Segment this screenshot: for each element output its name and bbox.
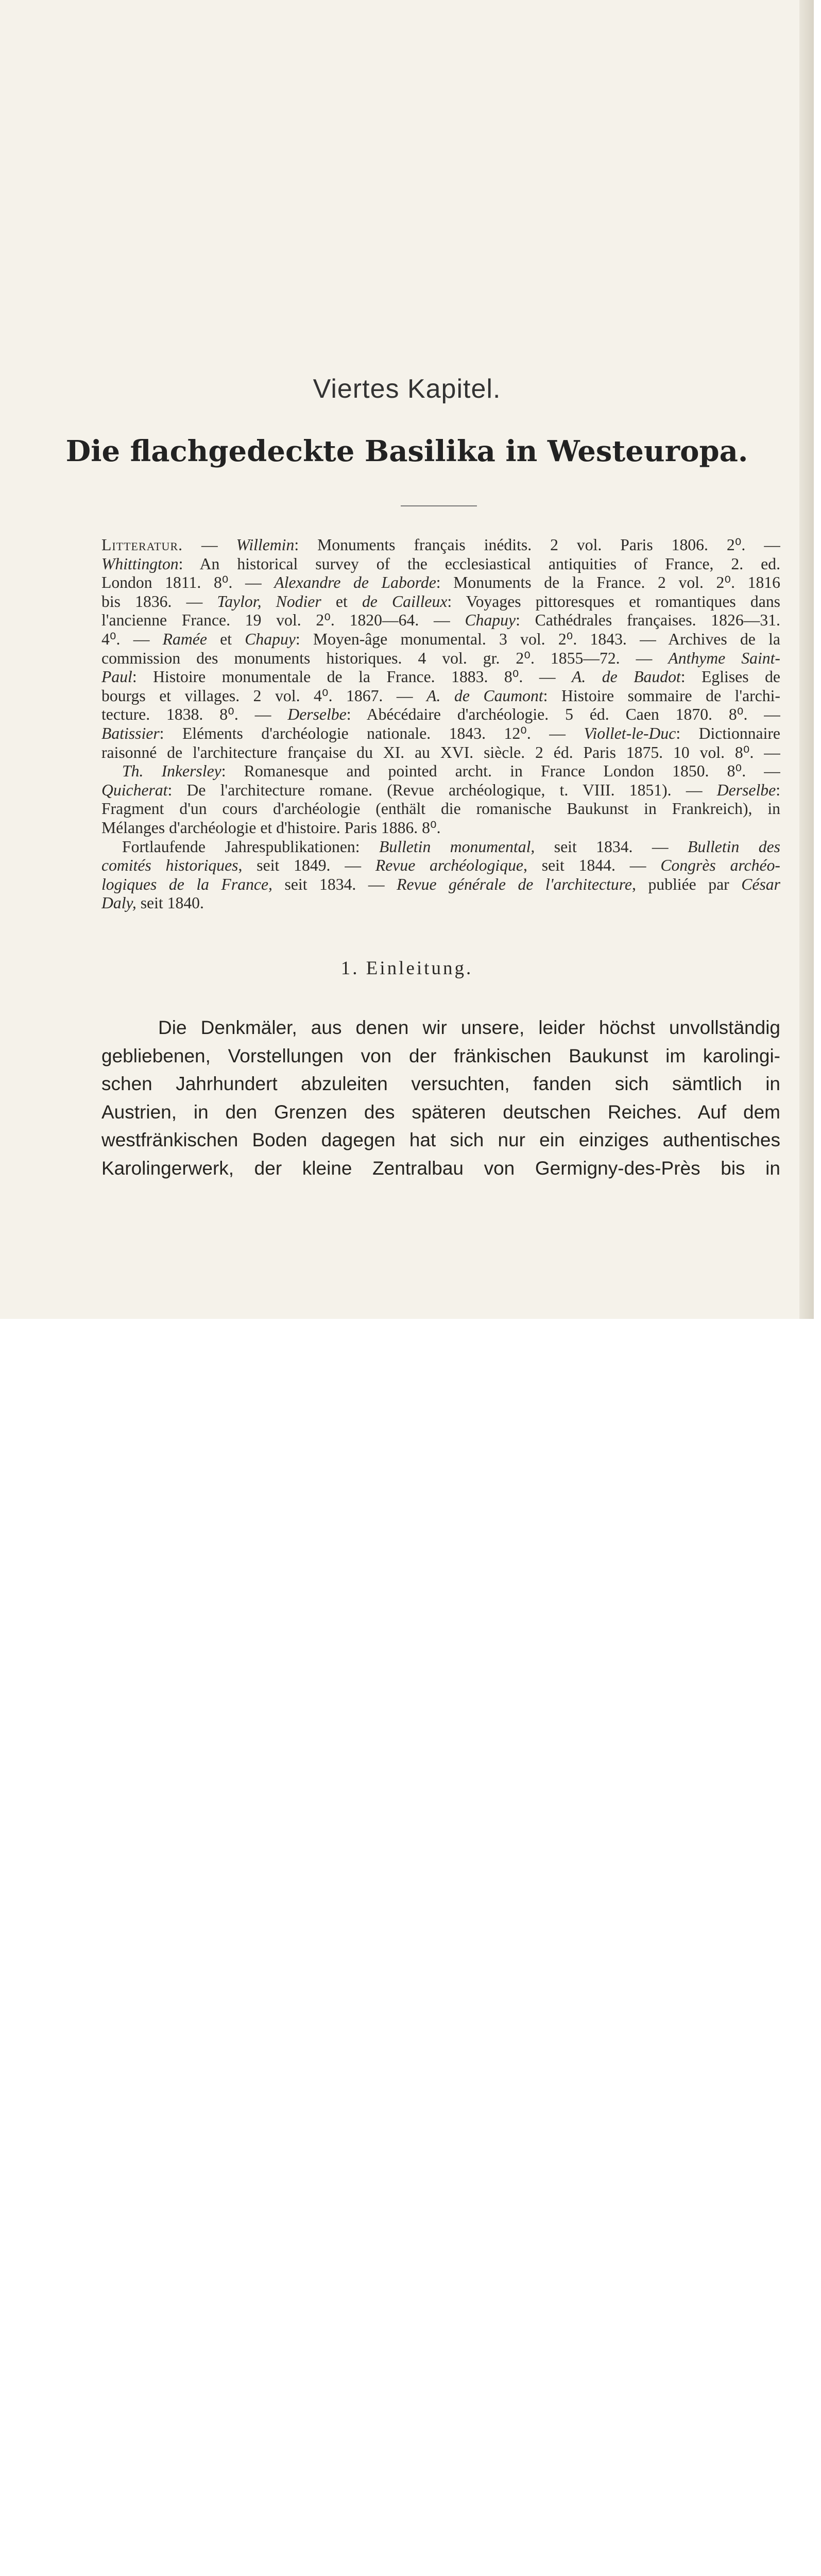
literature-line [101,781,780,800]
reference-text: : Romanesque and pointed archt. in France London 1850. 8⁰. — [221,762,780,781]
author-name: Anthyme Saint- [668,649,780,667]
reference-text: : An historical survey of the ecclesiastical antiquities of France, 2. ed. [178,554,780,573]
reference-text: raisonné de l'architecture française du XI. au XVI. siècle. 2 éd. Paris 1875. 10 vol. 8⁰. — [101,743,780,761]
author-name: Revue générale de l'architecture [397,875,632,893]
author-name: Th. Inkersley [122,762,221,781]
literature-line [101,573,780,592]
reference-text: — [183,536,236,554]
reference-text: seit 1834. — [535,837,688,856]
reference-text: et [207,630,245,648]
reference-text: : [776,781,780,799]
reference-text: : De l'architecture romane. (Revue archéologique, t. VIII. 1851). — [167,781,717,799]
reference-text: : Dictionnaire [676,724,780,742]
reference-text: : Abécédaire d'archéologie. 5 éd. Caen 1870. 8⁰. — [346,705,780,724]
reference-text: : Voyages pittoresques et romantiques dans [447,592,780,611]
author-name: Ramée [162,630,207,648]
author-name: Derselbe [287,705,347,724]
literature-line [101,687,780,706]
reference-text: bourgs et villages. 2 vol. 4⁰. 1867. — [101,686,427,705]
author-name: Paul [101,668,132,686]
author-name: Daly, [101,894,136,912]
body-line: Karolingerwerk, der kleine Zentralbau von Germigny-des-Près bis in [101,1157,780,1179]
reference-text: tecture. 1838. 8⁰. — [101,705,288,724]
author-name: Bulletin des [688,837,780,856]
reference-text: : Histoire sommaire de l'archi- [543,686,780,705]
body-line: westfränkischen Boden dagegen hat sich nur ein einziges authentisches [101,1129,780,1150]
author-name: Alexandre de Laborde [274,573,436,592]
section-heading: 1. Einleitung. [340,958,473,979]
literature-line [101,649,780,668]
chapter-label: Viertes Kapitel. [313,374,501,404]
reference-text: bis 1836. — [101,592,217,611]
body-paragraph [101,1014,780,1182]
title-divider [401,505,477,506]
literature-line [101,875,780,894]
author-name: A. de Baudot [572,668,681,686]
page-spine-shadow [799,0,814,1319]
literature-line [101,668,780,687]
reference-text: , seit 1844. — [523,856,661,875]
author-name: César [741,875,780,893]
author-name: Taylor, Nodier [217,592,321,611]
reference-text: , seit 1849. — [238,856,375,875]
reference-text: , publiée par [632,875,742,893]
reference-text: et [321,592,362,611]
author-name: Chapuy [465,611,516,630]
body-line: gebliebenen, Vorstellungen von der fränkischen Baukunst im karolingi- [101,1045,780,1066]
literature-line [101,611,780,630]
author-name: logiques de la France, [101,875,272,893]
literature-line [101,724,780,743]
literature-line [101,705,780,724]
viewer-footer [0,1319,821,1382]
reference-text: seit 1840. [136,894,204,912]
author-name: Derselbe [716,781,776,799]
reference-text: Fragment d'un cours d'archéologie (enthält die romanische Baukunst in Frankreich), in [101,800,780,818]
author-name: Congrès archéo- [660,856,780,875]
author-name: Quicherat [101,781,168,799]
literature-label: Litteratur. [101,536,183,554]
literature-line [101,592,780,612]
author-name: de Cailleux [362,592,448,611]
reference-text: l'ancienne France. 19 vol. 2⁰. 1820—64. — [101,611,465,630]
author-name: Willemin [236,536,295,554]
author-name: Batissier [101,724,160,742]
literature-line [101,894,780,913]
literature-line [101,536,780,555]
author-name: Bulletin monumental, [379,837,535,856]
reference-text: : Monuments de la France. 2 vol. 2⁰. 1816 [436,573,780,592]
author-name: Viollet-le-Duc [584,724,676,742]
literature-line [101,800,780,819]
literature-line [101,856,780,875]
author-name: Revue archéologique [375,856,523,875]
reference-text: : Histoire monumentale de la France. 1883. 8⁰. — [132,668,572,686]
reference-text: commission des monuments historiques. 4 vol. gr. 2⁰. 1855—72. — [101,649,669,667]
reference-text: : Cathédrales françaises. 1826—31. [516,611,780,630]
reference-text: : Moyen-âge monumental. 3 vol. 2⁰. 1843. — Archives de la [295,630,780,648]
literature-line [101,630,780,649]
reference-text: : Monuments français inédits. 2 vol. Paris 1806. 2⁰. — [294,536,780,554]
reference-text: : Eglises de [680,668,780,686]
reference-text: Fortlaufende Jahrespublikationen: [122,837,379,856]
literature-line [101,819,780,838]
author-name: Chapuy [245,630,296,648]
literature-line [101,555,780,574]
reference-text: seit 1834. — [272,875,397,893]
reference-text: : Eléments d'archéologie nationale. 1843. 12⁰. — [159,724,584,742]
literature-line [101,838,780,857]
body-line: Die Denkmäler, aus denen wir unsere, leider höchst unvollständig [158,1017,780,1038]
literature-line [101,743,780,762]
reference-text: 4⁰. — [101,630,163,648]
literature-references [101,536,780,913]
body-line: Austrien, in den Grenzen des späteren deutschen Reiches. Auf dem [101,1101,780,1123]
author-name: A. de Caumont [426,686,543,705]
author-name: comités historiques [101,856,238,875]
body-line: schen Jahrhundert abzuleiten versuchten, fanden sich sämtlich in [101,1073,780,1094]
reference-text: London 1811. 8⁰. — [101,573,275,592]
author-name: Whittington [101,554,179,573]
literature-line [101,762,780,781]
reference-text: Mélanges d'archéologie et d'histoire. Paris 1886. 8⁰. [101,818,441,837]
chapter-title: Die flachgedeckte Basilika in Westeuropa. [65,434,748,468]
